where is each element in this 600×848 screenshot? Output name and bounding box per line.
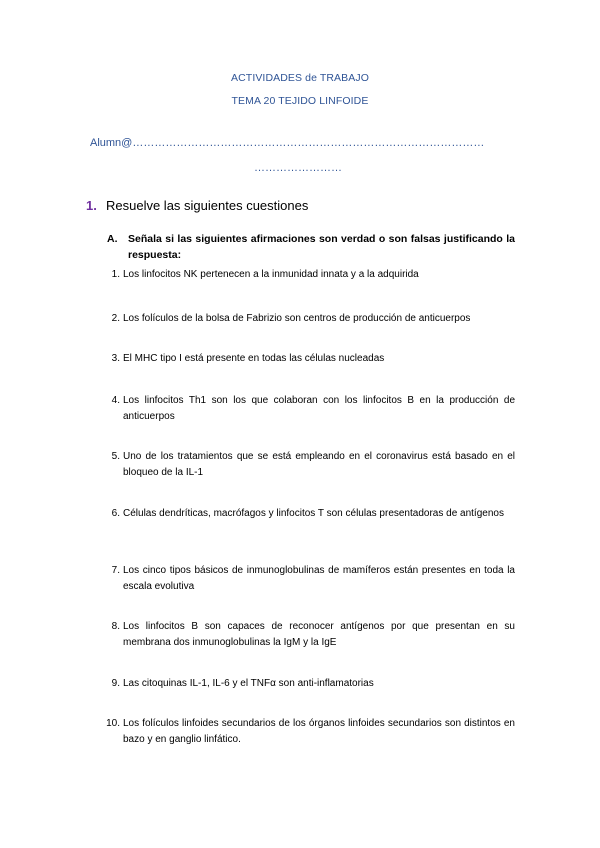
item-number: 9. — [111, 678, 120, 689]
list-item — [100, 311, 515, 327]
section-number: 1. — [86, 198, 97, 213]
subsection-letter: A. — [107, 233, 118, 245]
item-text: Las citoquinas IL-1, IL-6 y el TNFα son anti-inflamatorias — [123, 678, 374, 689]
subsection-text: Señala si las siguientes afirmaciones son verdad o son falsas justificando la respuesta: — [128, 233, 515, 261]
item-number: 1. — [111, 269, 120, 280]
section-heading — [86, 198, 308, 213]
item-text: Los cinco tipos básicos de inmunoglobulinas de mamíferos están presentes en toda la escala evolutiva — [123, 565, 515, 592]
document-title-line-1: ACTIVIDADES de TRABAJO — [231, 72, 369, 84]
list-item — [100, 449, 515, 481]
item-text: Los folículos de la bolsa de Fabrizio son centros de producción de anticuerpos — [123, 313, 471, 324]
item-number: 10. — [106, 718, 120, 729]
list-item — [100, 676, 515, 692]
list-item — [100, 267, 515, 283]
item-number: 8. — [111, 621, 120, 632]
student-name-field-continuation: …………………… — [254, 162, 342, 174]
item-number: 4. — [111, 395, 120, 406]
section-title: Resuelve las siguientes cuestiones — [106, 198, 309, 213]
subsection-instruction — [107, 231, 515, 263]
list-item — [100, 393, 515, 425]
list-item — [100, 716, 515, 748]
student-name-field: Alumn@…………………………………………………………………………………… — [90, 137, 485, 149]
list-item — [100, 506, 515, 522]
item-number: 3. — [111, 353, 120, 364]
item-text: Células dendríticas, macrófagos y linfocitos T son células presentadoras de antígenos — [123, 508, 504, 519]
item-number: 5. — [111, 451, 120, 462]
item-text: Los linfocitos B son capaces de reconocer antígenos por que presentan en su membrana dos inmunoglobulinas la IgM y la IgE — [123, 621, 515, 648]
list-item — [100, 351, 515, 367]
item-text: El MHC tipo I está presente en todas las células nucleadas — [123, 353, 385, 364]
item-text: Los linfocitos Th1 son los que colaboran con los linfocitos B en la producción de anticuerpos — [123, 395, 515, 422]
document-title-line-2: TEMA 20 TEJIDO LINFOIDE — [231, 95, 369, 107]
item-text: Los linfocitos NK pertenecen a la inmunidad innata y a la adquirida — [123, 269, 419, 280]
list-item — [100, 563, 515, 595]
list-item — [100, 619, 515, 651]
item-number: 6. — [111, 508, 120, 519]
item-text: Uno de los tratamientos que se está empleando en el coronavirus está basado en el bloqueo de la IL-1 — [123, 451, 515, 478]
item-number: 7. — [111, 565, 120, 576]
item-text: Los folículos linfoides secundarios de los órganos linfoides secundarios son distintos en bazo y en ganglio linfático. — [123, 718, 515, 745]
item-number: 2. — [111, 313, 120, 324]
